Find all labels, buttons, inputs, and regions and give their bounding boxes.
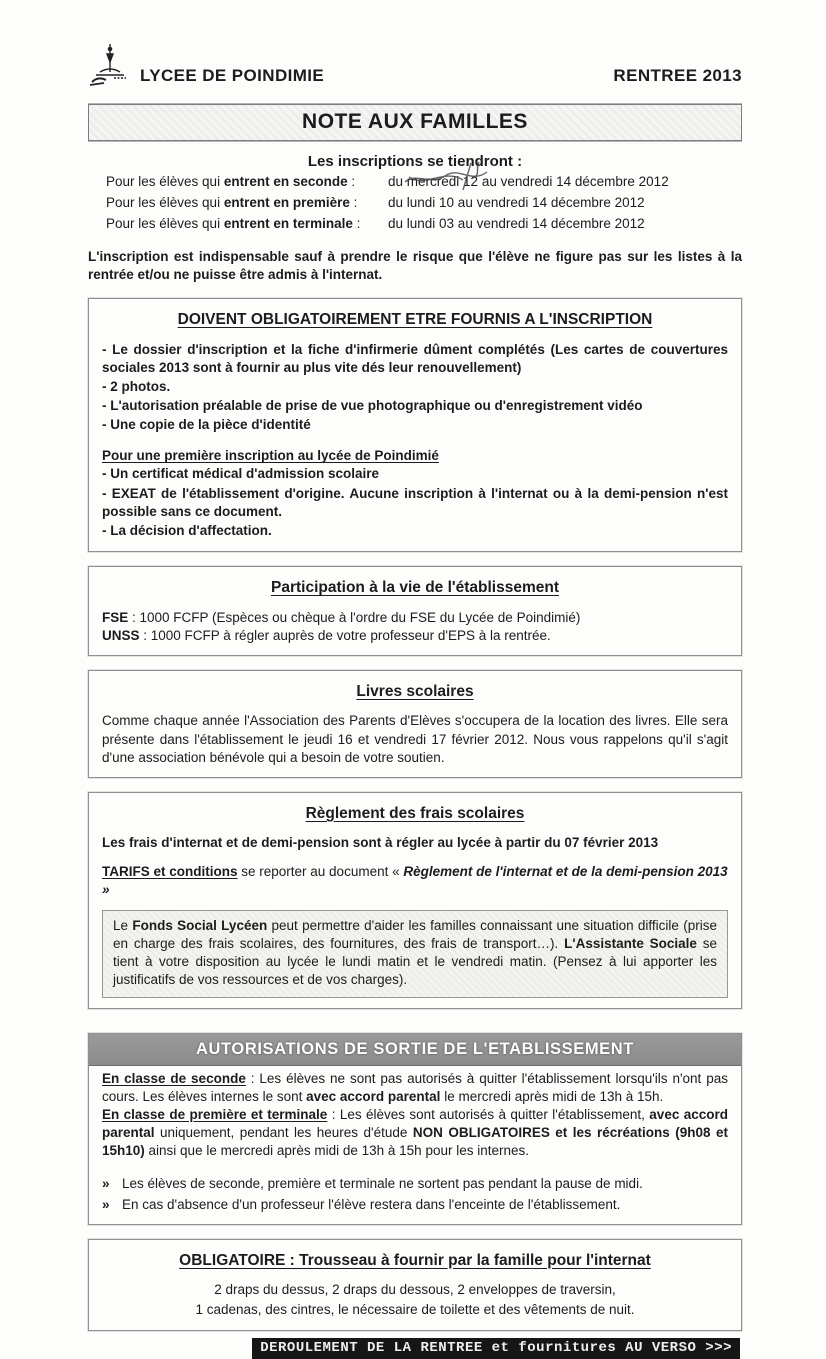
row-suffix: :	[349, 194, 358, 210]
fournis-item: - Une copie de la pièce d'identité	[102, 417, 311, 433]
trousseau-box	[88, 1239, 742, 1331]
classe-premiere-terminale-label: En classe de première et terminale	[102, 1107, 328, 1123]
livres-paragraph: Comme chaque année l'Association des Parents d'Elèves s'occupera de la location des livres. Elle sera présente dans l'établissement le jeudi 16 et vendredi 17 février 2012. Nous vous rappelons qu'il s'agit d'une association bénévole qui a besoin de votre soutien.	[102, 713, 728, 765]
bullet-text: Les élèves de seconde, première et terminale ne sortent pas pendant la pause de midi.	[122, 1176, 643, 1192]
row-prefix: Pour les élèves qui	[106, 194, 224, 210]
participation-title: Participation à la vie de l'établissement	[271, 578, 559, 596]
fee-detail: : 1000 FCFP à régler auprès de votre professeur d'EPS à la rentrée.	[139, 627, 551, 643]
note-banner-title: NOTE AUX FAMILLES	[302, 110, 528, 133]
fournis-title: DOIVENT OBLIGATOIREMENT ETRE FOURNIS A L'INSCRIPTION	[177, 311, 653, 329]
tarifs-mid: se reporter au document «	[237, 863, 404, 879]
frais-title: Règlement des frais scolaires	[305, 804, 525, 822]
p1-end: le mercredi après midi de 13h à 15h.	[440, 1089, 664, 1105]
scribbled-date	[407, 172, 478, 193]
p2-mid1: : Les élèves sont autorisés à quitter l'établissement,	[327, 1107, 650, 1123]
date-scribbled-text: mercredi 12	[406, 174, 479, 189]
livres-title: Livres scolaires	[356, 682, 474, 700]
footer	[88, 1338, 742, 1359]
inscription-row	[88, 172, 742, 193]
date-pre: du	[388, 174, 407, 189]
fonds-social-box	[102, 910, 728, 998]
participation-box	[88, 566, 742, 656]
sortie-paragraph-premiere-terminale	[102, 1106, 728, 1160]
page-header	[88, 42, 742, 88]
sortie-box	[88, 1033, 742, 1225]
inscription-row-date	[388, 172, 742, 193]
participation-line	[102, 627, 728, 645]
note-aux-familles-banner	[88, 104, 742, 141]
row-suffix: :	[347, 174, 356, 189]
fonds-mid1: peut permettre d'aider les familles connaissant une situation difficile (prise en charge des frais scolaires, des fournitures, des frais de transport…).	[113, 917, 717, 951]
trousseau-lines	[102, 1280, 728, 1319]
p2-end: ainsi que le mercredi après midi de 13h à 15h pour les internes.	[144, 1143, 529, 1159]
row-prefix: Pour les élèves qui	[106, 215, 224, 231]
trousseau-title: OBLIGATOIRE : Trousseau à fournir par la famille pour l'internat	[179, 1251, 651, 1269]
fee-detail: : 1000 FCFP (Espèces ou chèque à l'ordre du FSE du Lycée de Poindimié)	[128, 609, 581, 625]
inscription-row-label	[88, 214, 388, 235]
frais-tarifs-line	[102, 863, 728, 899]
frais-line1: Les frais d'internat et de demi-pension sont à régler au lycée à partir du 07 février 2013	[102, 835, 659, 851]
double-arrow-icon: »	[102, 1196, 108, 1212]
fournis-sub-item: - Un certificat médical d'admission scolaire	[102, 466, 380, 482]
fournis-sub-item: - La décision d'affectation.	[102, 522, 272, 538]
sortie-bullets	[102, 1175, 728, 1213]
trousseau-line: 1 cadenas, des cintres, le nécessaire de toilette et des vêtements de nuit.	[195, 1301, 635, 1317]
row-suffix: :	[352, 215, 361, 231]
trousseau-line: 2 draps du dessus, 2 draps du dessous, 2 enveloppes de traversin,	[214, 1282, 616, 1298]
assistante-sociale-label: L'Assistante Sociale	[564, 935, 697, 951]
fournis-item: - Le dossier d'inscription et la fiche d'infirmerie dûment complétés (Les cartes de couvertures sociales 2013 sont à fournir au plus vite dés leur renouvellement)	[102, 341, 728, 376]
sortie-paragraph-seconde	[102, 1070, 728, 1106]
fee-label: FSE	[102, 609, 129, 625]
sortie-body	[89, 1066, 741, 1214]
fonds-pre: Le	[113, 917, 133, 933]
fournis-sub-item: - EXEAT de l'établissement d'origine. Aucune inscription à l'internat ou à la demi-pension n'est possible sans ce document.	[102, 485, 728, 519]
livres-box	[88, 670, 742, 778]
p1-mid: : Les élèves ne sont pas autorisés à quitter l'établissement lorsqu'ils n'ont pas cours. Les élèves internes le sont	[102, 1071, 728, 1105]
date-post: au vendredi 14 décembre 2012	[478, 174, 669, 189]
fournis-item: - L'autorisation préalable de prise de vue photographique ou d'enregistrement vidéo	[102, 398, 643, 414]
classe-seconde-label: En classe de seconde	[102, 1071, 246, 1087]
verso-strip: DEROULEMENT DE LA RENTREE et fournitures AU VERSO >>>	[252, 1338, 740, 1359]
inscriptions-rows	[88, 172, 742, 235]
accord-parental-label: avec accord parental	[306, 1089, 441, 1105]
bullet-item	[102, 1196, 728, 1214]
fournis-subtitle: Pour une première inscription au lycée de Poindimié	[102, 448, 439, 464]
inscription-row-date: du lundi 10 au vendredi 14 décembre 2012	[388, 194, 645, 210]
fournis-item: - 2 photos.	[102, 379, 171, 395]
double-arrow-icon: »	[102, 1176, 108, 1192]
row-grade: entrent en première	[223, 194, 350, 210]
tarifs-doc-name: Règlement de l'internat et de la demi-pension 2013	[403, 863, 728, 879]
participation-line	[102, 609, 728, 627]
fournis-box	[88, 298, 742, 552]
frais-box	[88, 792, 742, 1009]
inscription-row-date: du lundi 03 au vendredi 14 décembre 2012	[388, 215, 645, 231]
fonds-mid2: se tient à votre disposition au lycée le lundi matin et le vendredi matin. (Pensez à lui apporter les justificatifs de vos ressources et de vos charges).	[113, 935, 718, 987]
row-grade: entrent en terminale	[223, 215, 353, 231]
tarifs-end: »	[102, 881, 110, 897]
accord-parental-label: avec accord parental	[102, 1107, 728, 1141]
p2-mid2: uniquement, pendant les heures d'étude	[154, 1125, 413, 1141]
inscriptions-title: Les inscriptions se tiendront :	[307, 153, 523, 170]
school-name: LYCEE DE POINDIMIE	[140, 66, 325, 85]
bullet-text: En cas d'absence d'un professeur l'élève restera dans l'enceinte de l'établissement.	[122, 1196, 621, 1212]
kanak-totem-logo-icon	[88, 42, 128, 88]
inscription-notice: L'inscription est indispensable sauf à prendre le risque que l'élève ne figure pas sur les listes à la rentrée et/ou ne puisse être admis à l'internat.	[88, 248, 742, 282]
inscription-row	[88, 214, 742, 235]
tarifs-label: TARIFS et conditions	[102, 863, 238, 879]
sortie-banner: AUTORISATIONS DE SORTIE DE L'ETABLISSEMENT	[89, 1034, 741, 1066]
inscription-row-label	[88, 193, 388, 214]
inscription-row-label	[88, 172, 388, 193]
row-prefix: Pour les élèves qui	[106, 174, 224, 189]
bullet-item	[102, 1175, 728, 1193]
year-title: RENTREE 2013	[613, 66, 742, 85]
inscription-row	[88, 193, 742, 214]
non-obligatoires-label: NON OBLIGATOIRES et les récréations (9h08 et 15h10)	[102, 1125, 729, 1159]
fonds-social-label: Fonds Social Lycéen	[132, 917, 268, 933]
fee-label: UNSS	[102, 627, 140, 643]
row-grade: entrent en seconde	[223, 174, 348, 189]
